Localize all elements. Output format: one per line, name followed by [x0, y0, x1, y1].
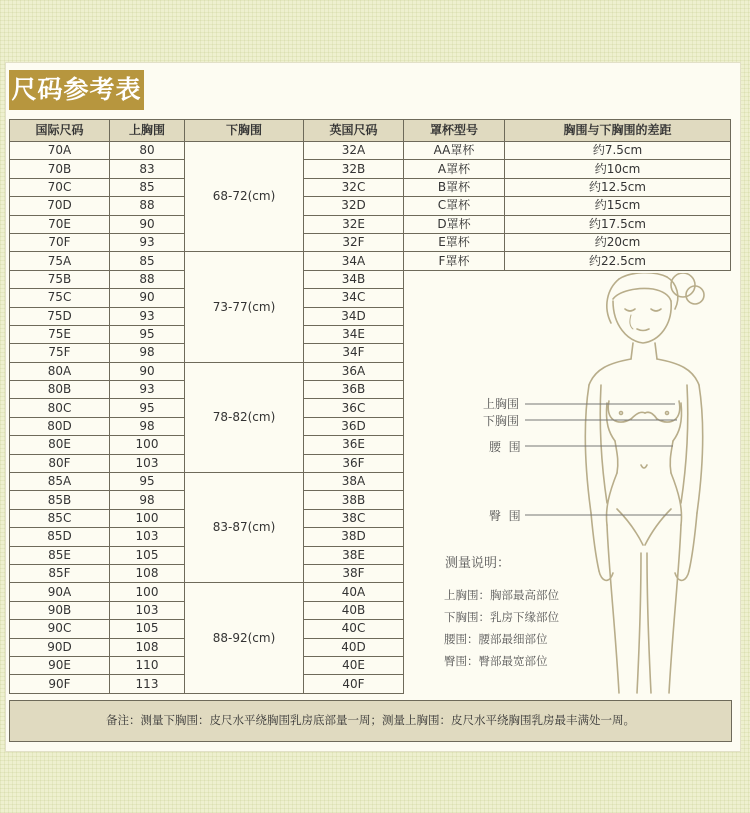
header-uk-size: 英国尺码: [304, 120, 404, 142]
uk-size-cell: 32F: [304, 233, 404, 251]
table-row: [10, 233, 731, 251]
under-bust-band-cell: 88-92(cm): [185, 583, 304, 693]
upper-bust-cell: 98: [110, 491, 185, 509]
intl-size-cell: 70A: [10, 142, 110, 160]
upper-bust-cell: 108: [110, 638, 185, 656]
intl-size-cell: 80C: [10, 399, 110, 417]
bust-difference-cell: 约7.5cm: [505, 142, 731, 160]
intl-size-cell: 70B: [10, 160, 110, 178]
uk-size-cell: 36B: [304, 381, 404, 399]
intl-size-cell: 85F: [10, 564, 110, 582]
upper-bust-cell: 88: [110, 197, 185, 215]
intl-size-cell: 70C: [10, 178, 110, 196]
upper-bust-cell: 88: [110, 270, 185, 288]
header-intl-size: 国际尺码: [10, 120, 110, 142]
intl-size-cell: 80E: [10, 436, 110, 454]
label-waist: 腰 围: [489, 440, 521, 454]
intl-size-cell: 80D: [10, 417, 110, 435]
uk-size-cell: 36E: [304, 436, 404, 454]
upper-bust-cell: 100: [110, 583, 185, 601]
upper-bust-cell: 95: [110, 473, 185, 491]
upper-bust-cell: 93: [110, 307, 185, 325]
under-bust-band-cell: 68-72(cm): [185, 142, 304, 252]
header-cup-type: 罩杯型号: [404, 120, 505, 142]
intl-size-cell: 90F: [10, 675, 110, 693]
bust-difference-cell: 约10cm: [505, 160, 731, 178]
uk-size-cell: 32A: [304, 142, 404, 160]
header-bust-difference: 胸围与下胸围的差距: [505, 120, 731, 142]
intl-size-cell: 80A: [10, 362, 110, 380]
upper-bust-cell: 95: [110, 325, 185, 343]
bust-difference-cell: 约12.5cm: [505, 178, 731, 196]
upper-bust-cell: 83: [110, 160, 185, 178]
instruction-item: 臀围：臀部最宽部位: [444, 654, 548, 668]
footnote: 备注：测量下胸围：皮尺水平绕胸围乳房底部量一周；测量上胸围：皮尺水平绕胸围乳房最丰满处一周。: [9, 700, 732, 742]
upper-bust-cell: 105: [110, 620, 185, 638]
upper-bust-cell: 93: [110, 233, 185, 251]
upper-bust-cell: 100: [110, 509, 185, 527]
intl-size-cell: 90D: [10, 638, 110, 656]
upper-bust-cell: 98: [110, 417, 185, 435]
intl-size-cell: 90B: [10, 601, 110, 619]
uk-size-cell: 38F: [304, 564, 404, 582]
measurement-instructions-heading: 测量说明：: [445, 556, 511, 571]
instruction-item: 上胸围：胸部最高部位: [444, 588, 559, 602]
uk-size-cell: 38C: [304, 509, 404, 527]
uk-size-cell: 32B: [304, 160, 404, 178]
uk-size-cell: 36F: [304, 454, 404, 472]
uk-size-cell: 32E: [304, 215, 404, 233]
intl-size-cell: 90A: [10, 583, 110, 601]
header-under-bust: 下胸围: [185, 120, 304, 142]
upper-bust-cell: 80: [110, 142, 185, 160]
uk-size-cell: 38D: [304, 528, 404, 546]
cup-type-cell: C罩杯: [404, 197, 505, 215]
intl-size-cell: 80F: [10, 454, 110, 472]
header-upper-bust: 上胸围: [110, 120, 185, 142]
under-bust-band-cell: 73-77(cm): [185, 252, 304, 362]
table-row: [10, 142, 731, 160]
intl-size-cell: 85B: [10, 491, 110, 509]
intl-size-cell: 70E: [10, 215, 110, 233]
intl-size-cell: 75C: [10, 289, 110, 307]
intl-size-cell: 85E: [10, 546, 110, 564]
uk-size-cell: 32D: [304, 197, 404, 215]
uk-size-cell: 34B: [304, 270, 404, 288]
page-title: 尺码参考表: [9, 70, 144, 110]
upper-bust-cell: 95: [110, 399, 185, 417]
upper-bust-cell: 110: [110, 656, 185, 674]
upper-bust-cell: 105: [110, 546, 185, 564]
intl-size-cell: 80B: [10, 381, 110, 399]
uk-size-cell: 36A: [304, 362, 404, 380]
intl-size-cell: 90E: [10, 656, 110, 674]
label-upper-bust: 上胸围: [483, 397, 520, 411]
intl-size-cell: 75B: [10, 270, 110, 288]
upper-bust-cell: 103: [110, 454, 185, 472]
upper-bust-cell: 90: [110, 215, 185, 233]
upper-bust-cell: 93: [110, 381, 185, 399]
intl-size-cell: 85C: [10, 509, 110, 527]
upper-bust-cell: 85: [110, 252, 185, 270]
table-header-row: [10, 120, 731, 142]
uk-size-cell: 40C: [304, 620, 404, 638]
cup-type-cell: A罩杯: [404, 160, 505, 178]
intl-size-cell: 90C: [10, 620, 110, 638]
uk-size-cell: 40F: [304, 675, 404, 693]
bust-difference-cell: 约15cm: [505, 197, 731, 215]
bust-difference-cell: 约22.5cm: [505, 252, 731, 270]
uk-size-cell: 40A: [304, 583, 404, 601]
intl-size-cell: 75A: [10, 252, 110, 270]
bust-difference-cell: 约20cm: [505, 233, 731, 251]
intl-size-cell: 75F: [10, 344, 110, 362]
under-bust-band-cell: 83-87(cm): [185, 473, 304, 583]
intl-size-cell: 70F: [10, 233, 110, 251]
upper-bust-cell: 90: [110, 362, 185, 380]
uk-size-cell: 40D: [304, 638, 404, 656]
instruction-item: 腰围：腰部最细部位: [444, 632, 548, 646]
label-hip: 臀 围: [489, 509, 521, 523]
uk-size-cell: 32C: [304, 178, 404, 196]
table-row: [10, 178, 731, 196]
upper-bust-cell: 90: [110, 289, 185, 307]
uk-size-cell: 36D: [304, 417, 404, 435]
intl-size-cell: 75E: [10, 325, 110, 343]
cup-type-cell: F罩杯: [404, 252, 505, 270]
intl-size-cell: 70D: [10, 197, 110, 215]
cup-type-cell: D罩杯: [404, 215, 505, 233]
upper-bust-cell: 85: [110, 178, 185, 196]
table-row: [10, 252, 731, 270]
uk-size-cell: 34A: [304, 252, 404, 270]
cup-type-cell: AA罩杯: [404, 142, 505, 160]
uk-size-cell: 34D: [304, 307, 404, 325]
table-row: [10, 160, 731, 178]
intl-size-cell: 85A: [10, 473, 110, 491]
table-row: [10, 215, 731, 233]
uk-size-cell: 38A: [304, 473, 404, 491]
upper-bust-cell: 103: [110, 528, 185, 546]
upper-bust-cell: 100: [110, 436, 185, 454]
uk-size-cell: 34F: [304, 344, 404, 362]
upper-bust-cell: 98: [110, 344, 185, 362]
cup-type-cell: B罩杯: [404, 178, 505, 196]
upper-bust-cell: 113: [110, 675, 185, 693]
label-under-bust: 下胸围: [483, 414, 520, 428]
uk-size-cell: 36C: [304, 399, 404, 417]
uk-size-cell: 38E: [304, 546, 404, 564]
under-bust-band-cell: 78-82(cm): [185, 362, 304, 472]
uk-size-cell: 40E: [304, 656, 404, 674]
intl-size-cell: 75D: [10, 307, 110, 325]
uk-size-cell: 38B: [304, 491, 404, 509]
cup-type-cell: E罩杯: [404, 233, 505, 251]
instruction-item: 下胸围：乳房下缘部位: [444, 610, 559, 624]
uk-size-cell: 34C: [304, 289, 404, 307]
upper-bust-cell: 108: [110, 564, 185, 582]
table-row: [10, 197, 731, 215]
intl-size-cell: 85D: [10, 528, 110, 546]
upper-bust-cell: 103: [110, 601, 185, 619]
uk-size-cell: 34E: [304, 325, 404, 343]
bust-difference-cell: 约17.5cm: [505, 215, 731, 233]
uk-size-cell: 40B: [304, 601, 404, 619]
